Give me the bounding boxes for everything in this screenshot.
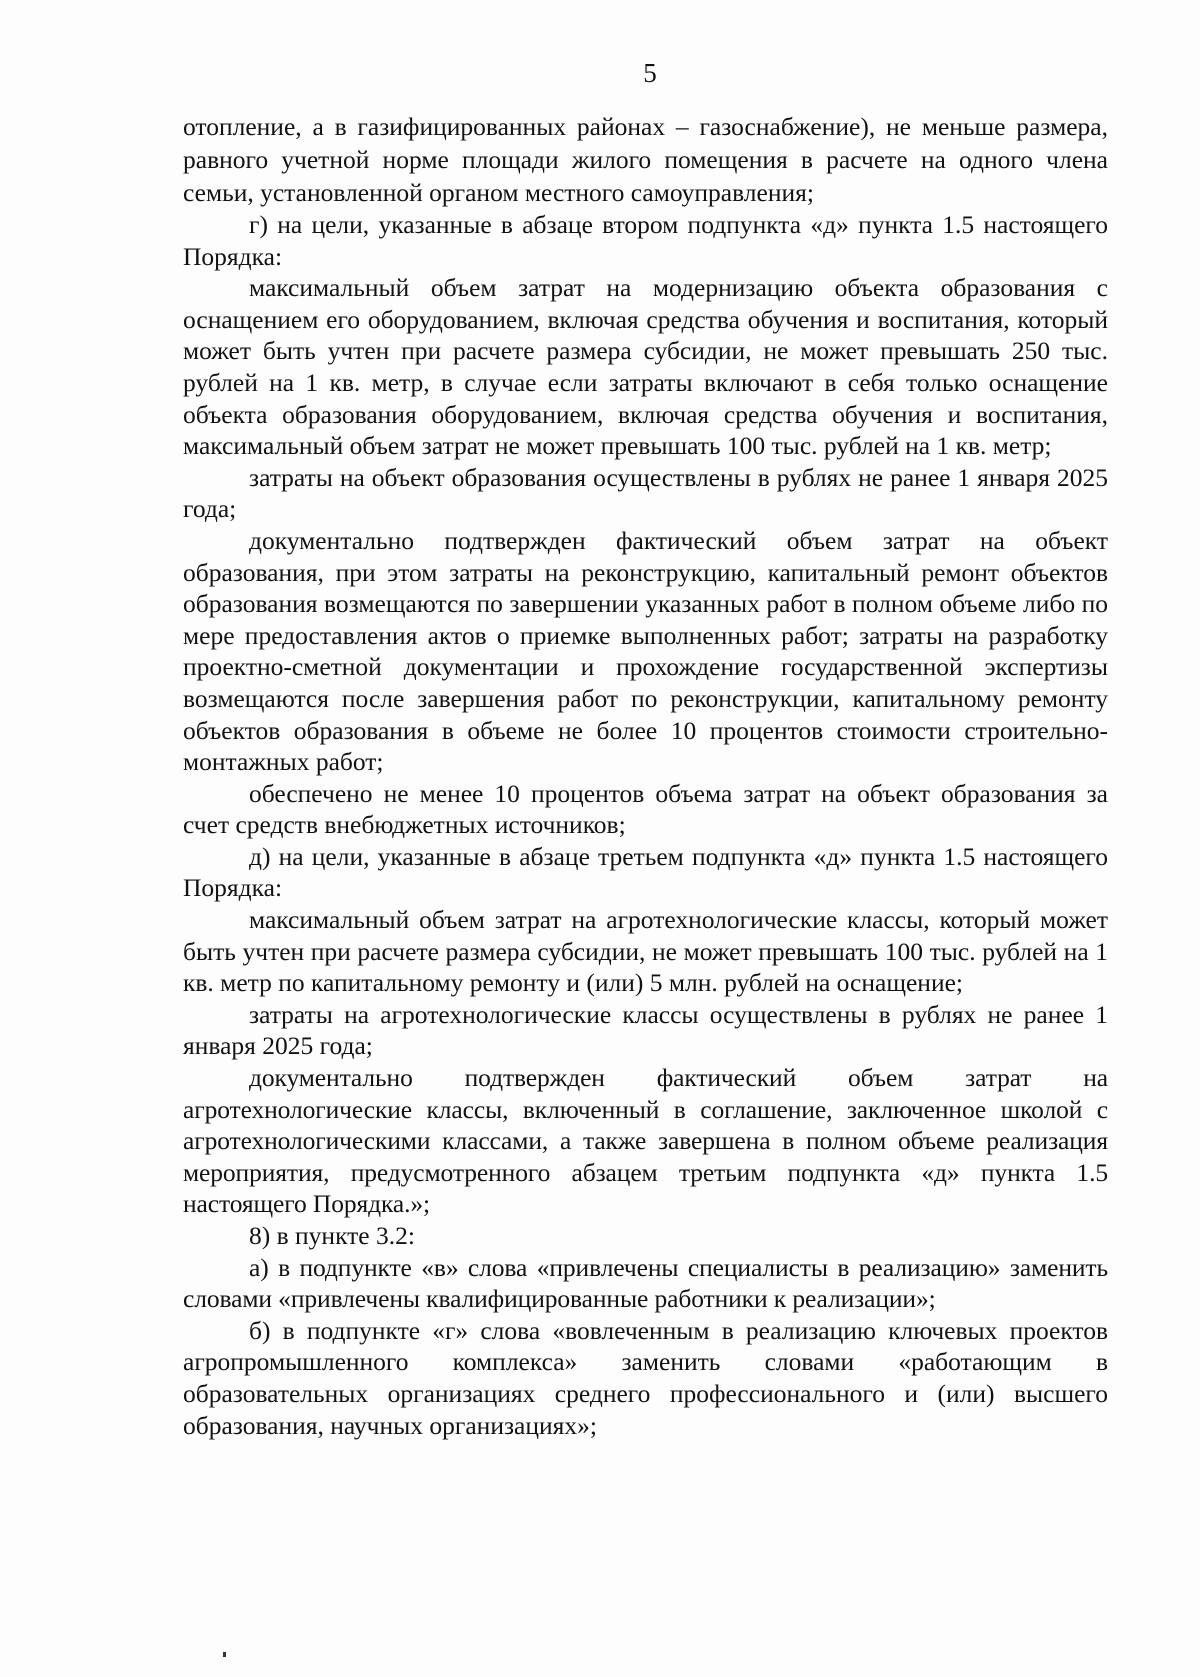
- scan-speck: [223, 1652, 226, 1657]
- paragraph-costs-date-education: затраты на объект образования осуществлены в рублях не ранее 1 января 2025 года;: [183, 462, 1108, 524]
- paragraph-max-cost-agro: максимальный объем затрат на агротехнологические классы, который может быть учтен при расчете размера субсидии, не может превышать 100 тыс. рублей на 1 кв. метр по капитальному ремонту и (или) 5 млн. рублей на оснащение;: [183, 905, 1108, 998]
- paragraph-subitem-b: б) в подпункте «г» слова «вовлеченным в реализацию ключевых проектов агропромышленного комплекса» заменить словами «работающим в образовательных организациях среднего профессионального и (или) высшего образования, научных организациях»;: [183, 1315, 1108, 1440]
- paragraph-item-d: д) на цели, указанные в абзаце третьем подпункта «д» пункта 1.5 настоящего Порядка:: [183, 841, 1108, 903]
- paragraph-item-8: 8) в пункте 3.2:: [249, 1221, 415, 1250]
- paragraph-subitem-a: а) в подпункте «в» слова «привлечены специалисты в реализацию» заменить словами «привлечены квалифицированные работники к реализации»;: [183, 1252, 1108, 1314]
- paragraph-documented-costs-education: документально подтвержден фактический объем затрат на объект образования, при этом затраты на реконструкцию, капитальный ремонт объектов образования возмещаются по завершении указанных работ в полном объеме либо по мере предоставления актов о приемке выполненных работ; затраты на разработку проектно-сметной документации и прохождение государственной экспертизы возмещаются после завершения работ по реконструкции, капитальному ремонту объектов образования в объеме не более 10 процентов стоимости строительно-монтажных работ;: [183, 525, 1108, 777]
- paragraph-extrabudgetary-share: обеспечено не менее 10 процентов объема затрат на объект образования за счет средств внебюджетных источников;: [183, 778, 1108, 840]
- paragraph-item-g: г) на цели, указанные в абзаце втором подпункта «д» пункта 1.5 настоящего Порядка:: [183, 210, 1108, 271]
- document-body: [183, 110, 1108, 1441]
- paragraph-documented-costs-agro: документально подтвержден фактический объем затрат на агротехнологические классы, включенный в соглашение, заключенное школой с агротехнологическими классами, а также завершена в полном объеме реализация мероприятия, предусмотренного абзацем третьим подпункта «д» пункта 1.5 настоящего Порядка.»;: [183, 1063, 1108, 1219]
- paragraph-costs-date-agro: затраты на агротехнологические классы осуществлены в рублях не ранее 1 января 2025 года;: [183, 999, 1108, 1061]
- paragraph-heating-continuation: отопление, а в газифицированных районах – газоснабжение), не меньше размера, равного учетной норме площади жилого помещения в расчете на одного члена семьи, установленной органом местного самоуправления;: [183, 112, 1108, 207]
- page-number: 5: [643, 58, 657, 88]
- paragraph-max-cost-education: максимальный объем затрат на модернизацию объекта образования с оснащением его оборудованием, включая средства обучения и воспитания, который может быть учтен при расчете размера субсидии, не может превышать 250 тыс. рублей на 1 кв. метр, в случае если затраты включают в себя только оснащение объекта образования оборудованием, включая средства обучения и воспитания, максимальный объем затрат не может превышать 100 тыс. рублей на 1 кв. метр;: [183, 273, 1108, 461]
